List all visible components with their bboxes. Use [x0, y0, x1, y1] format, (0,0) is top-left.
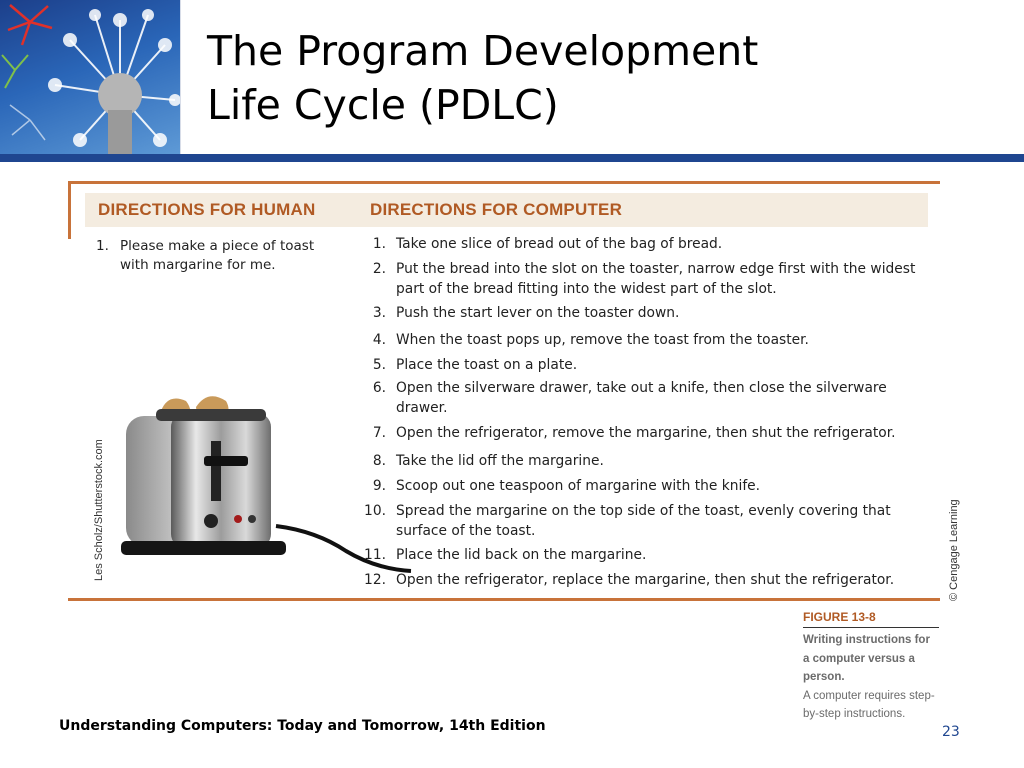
- human-directions: [96, 237, 336, 275]
- photo-credit: Les Scholz/Shutterstock.com: [93, 439, 105, 581]
- toaster-icon: [116, 391, 416, 591]
- step-number: 5.: [372, 357, 386, 373]
- copyright-notice: © Cengage Learning: [948, 499, 960, 601]
- step-number: 1.: [96, 238, 109, 254]
- computer-step: [350, 356, 940, 376]
- title-line-1: The Program Development: [207, 27, 759, 75]
- step-text: Scoop out one teaspoon of margarine with the knife.: [396, 478, 761, 494]
- step-number: 8.: [372, 453, 386, 469]
- dandelion-logo: [0, 0, 180, 155]
- step-number: 4.: [372, 332, 386, 348]
- computer-column-header: DIRECTIONS FOR COMPUTER: [370, 200, 623, 219]
- footer-book-title: Understanding Computers: Today and Tomorrow, 14th Edition: [59, 718, 546, 734]
- step-number: 11.: [364, 547, 386, 563]
- human-column-header: DIRECTIONS FOR HUMAN: [98, 200, 316, 219]
- computer-step: [350, 260, 940, 299]
- step-number: 9.: [372, 478, 386, 494]
- step-number: 7.: [372, 425, 386, 441]
- figure-label: FIGURE 13-8: [803, 610, 939, 628]
- computer-step: [350, 477, 940, 497]
- slide-title: [207, 24, 758, 132]
- step-text: Take one slice of bread out of the bag of bread.: [396, 236, 723, 252]
- title-divider: [0, 154, 1024, 162]
- computer-step: [350, 331, 940, 351]
- computer-step: [350, 424, 940, 444]
- computer-step: [350, 502, 940, 541]
- figure-left-rule: [68, 181, 71, 239]
- human-step: [96, 237, 336, 275]
- step-number: 6.: [372, 380, 386, 396]
- step-text: Open the silverware drawer, take out a knife, then close the silverware drawer.: [396, 380, 887, 416]
- step-text: Push the start lever on the toaster down.: [396, 305, 680, 321]
- figure-13-8: [68, 181, 960, 601]
- step-number: 2.: [372, 261, 386, 277]
- caption-text: A computer requires step-by-step instructions.: [803, 689, 935, 720]
- step-number: 1.: [372, 236, 386, 252]
- step-text: Open the refrigerator, replace the margarine, then shut the refrigerator.: [396, 572, 895, 588]
- step-text: Please make a piece of toast with margarine for me.: [120, 238, 315, 273]
- step-text: Open the refrigerator, remove the margarine, then shut the refrigerator.: [396, 425, 896, 441]
- toaster-image: [116, 391, 416, 591]
- step-text: Place the lid back on the margarine.: [396, 547, 647, 563]
- step-number: 3.: [372, 305, 386, 321]
- computer-step: [350, 452, 940, 472]
- computer-step: [350, 546, 940, 566]
- slide-header: [0, 0, 1024, 155]
- step-number: 10.: [364, 503, 386, 519]
- figure-bottom-rule: [68, 598, 940, 601]
- computer-step: [350, 571, 940, 591]
- step-text: Spread the margarine on the top side of the toast, evenly covering that surface of the toast.: [396, 503, 891, 539]
- page-number: 23: [942, 724, 960, 740]
- step-text: Place the toast on a plate.: [396, 357, 578, 373]
- title-line-2: Life Cycle (PDLC): [207, 81, 559, 129]
- step-text: Take the lid off the margarine.: [396, 453, 604, 469]
- caption-bold-text: Writing instructions for a computer versus a person.: [803, 634, 930, 683]
- step-number: 12.: [364, 572, 386, 588]
- figure-caption: [803, 610, 939, 724]
- computer-step: [350, 235, 940, 255]
- figure-top-rule: [68, 181, 940, 184]
- dandelion-icon: [0, 0, 180, 155]
- step-text: When the toast pops up, remove the toast from the toaster.: [396, 332, 809, 348]
- title-area: [180, 0, 1024, 155]
- computer-step: [350, 304, 940, 324]
- computer-step: [350, 379, 940, 418]
- step-text: Put the bread into the slot on the toaster, narrow edge first with the widest part of the bread fitting into the widest part of the slot.: [396, 261, 916, 297]
